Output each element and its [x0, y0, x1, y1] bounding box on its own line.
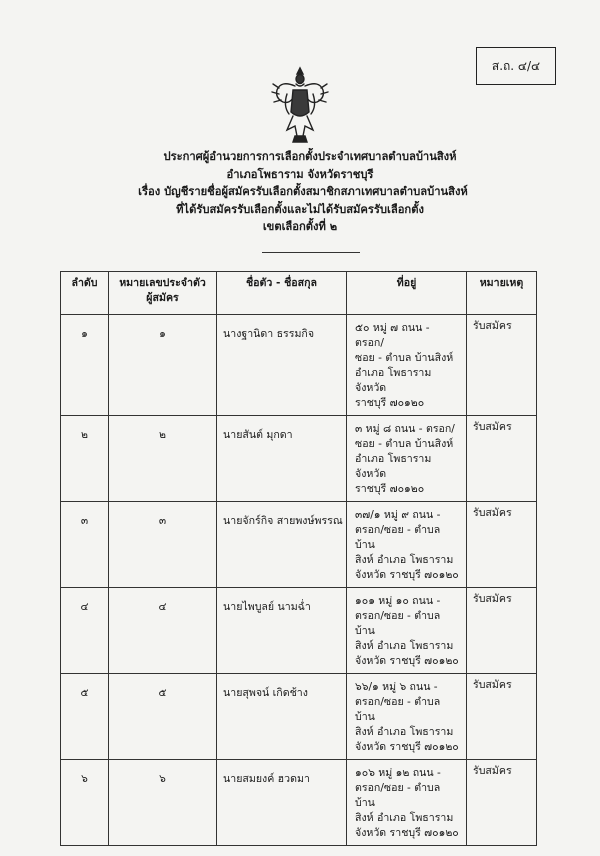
- cell-remark: รับสมัคร: [467, 674, 537, 760]
- address-line: ๖๖/๑ หมู่ ๖ ถนน -: [355, 681, 438, 693]
- table-row: [61, 588, 537, 674]
- header-number-line-2: ผู้สมัคร: [146, 292, 179, 304]
- address-line: จังหวัด ราชบุรี ๗๐๑๒๐: [355, 827, 459, 839]
- cell-number: ๔: [109, 588, 217, 674]
- candidate-table: [60, 271, 537, 846]
- cell-remark: รับสมัคร: [467, 416, 537, 502]
- cell-order: ๓: [61, 502, 109, 588]
- address-line: ตรอก/ซอย - ตำบล บ้าน: [355, 782, 441, 809]
- address-line: จังหวัด ราชบุรี ๗๐๑๒๐: [355, 569, 459, 581]
- table-row: [61, 315, 537, 416]
- heading-line-2: อำเภอโพธาราม จังหวัดราชบุรี: [226, 167, 374, 181]
- table-row: [61, 760, 537, 846]
- heading-line-3: เรื่อง บัญชีรายชื่อผู้สมัครรับเลือกตั้งสมาชิกสภาเทศบาลตำบลบ้านสิงห์: [138, 185, 468, 199]
- cell-order: ๒: [61, 416, 109, 502]
- heading-line-4: ที่ได้รับสมัครรับเลือกตั้งและไม่ได้รับสมัครรับเลือกตั้ง: [176, 202, 424, 216]
- header-remark: หมายเหตุ: [467, 272, 537, 315]
- address-line: ราชบุรี ๗๐๑๒๐: [355, 483, 425, 495]
- cell-number: ๕: [109, 674, 217, 760]
- heading-line-5: เขตเลือกตั้งที่ ๒: [262, 220, 338, 234]
- cell-order: ๔: [61, 588, 109, 674]
- address-line: ๓ หมู่ ๘ ถนน - ตรอก/: [355, 423, 455, 435]
- address-line: สิงห์ อำเภอ โพธาราม: [355, 812, 454, 824]
- address-line: ซอย - ตำบล บ้านสิงห์: [355, 438, 454, 450]
- header-name: ชื่อตัว - ชื่อสกุล: [217, 272, 347, 315]
- cell-remark: รับสมัคร: [467, 760, 537, 846]
- table-row: [61, 416, 537, 502]
- address-line: ราชบุรี ๗๐๑๒๐: [355, 397, 425, 409]
- cell-order: ๑: [61, 315, 109, 416]
- address-line: ตรอก/ซอย - ตำบล บ้าน: [355, 524, 441, 551]
- address-line: ตรอก/ซอย - ตำบล บ้าน: [355, 696, 441, 723]
- address-line: อำเภอ โพธาราม จังหวัด: [355, 367, 432, 394]
- cell-number: ๒: [109, 416, 217, 502]
- cell-name: นายสันต์ มุกดา: [217, 416, 347, 502]
- cell-number: ๖: [109, 760, 217, 846]
- form-code-box: [476, 47, 556, 85]
- announcement-heading: [0, 148, 600, 236]
- cell-name: นายไพบูลย์ นามฉ่ำ: [217, 588, 347, 674]
- cell-number: ๑: [109, 315, 217, 416]
- heading-line-1: ประกาศผู้อำนวยการการเลือกตั้งประจำเทศบาลตำบลบ้านสิงห์: [163, 150, 457, 163]
- table-row: [61, 674, 537, 760]
- address-line: ๕๐ หมู่ ๗ ถนน - ตรอก/: [355, 322, 430, 349]
- cell-address: [347, 416, 467, 502]
- cell-remark: รับสมัคร: [467, 315, 537, 416]
- address-line: ซอย - ตำบล บ้านสิงห์: [355, 352, 454, 364]
- table-header-row: [61, 272, 537, 315]
- header-order: ลำดับ: [61, 272, 109, 315]
- cell-address: [347, 588, 467, 674]
- header-number: [109, 272, 217, 315]
- header-address: ที่อยู่: [347, 272, 467, 315]
- cell-remark: รับสมัคร: [467, 502, 537, 588]
- address-line: สิงห์ อำเภอ โพธาราม: [355, 554, 454, 566]
- cell-name: นายจักร์กิจ สายพงษ์พรรณ: [217, 502, 347, 588]
- address-line: ๓๗/๑ หมู่ ๙ ถนน -: [355, 509, 441, 521]
- address-line: จังหวัด ราชบุรี ๗๐๑๒๐: [355, 741, 459, 753]
- table-row: [61, 502, 537, 588]
- header-number-line-1: หมายเลขประจำตัว: [119, 277, 206, 289]
- address-line: สิงห์ อำเภอ โพธาราม: [355, 640, 454, 652]
- cell-address: [347, 674, 467, 760]
- cell-remark: รับสมัคร: [467, 588, 537, 674]
- cell-order: ๖: [61, 760, 109, 846]
- cell-number: ๓: [109, 502, 217, 588]
- address-line: จังหวัด ราชบุรี ๗๐๑๒๐: [355, 655, 459, 667]
- address-line: ๑๐๖ หมู่ ๑๒ ถนน -: [355, 767, 441, 779]
- cell-address: [347, 760, 467, 846]
- address-line: สิงห์ อำเภอ โพธาราม: [355, 726, 454, 738]
- cell-order: ๕: [61, 674, 109, 760]
- cell-address: [347, 315, 467, 416]
- cell-name: นายสมยงค์ ฮวดมา: [217, 760, 347, 846]
- address-line: ตรอก/ซอย - ตำบล บ้าน: [355, 610, 441, 637]
- address-line: อำเภอ โพธาราม จังหวัด: [355, 453, 432, 480]
- divider-line: [262, 252, 360, 253]
- cell-address: [347, 502, 467, 588]
- garuda-emblem-icon: [271, 64, 329, 144]
- cell-name: นางฐานิดา ธรรมกิจ: [217, 315, 347, 416]
- address-line: ๑๐๑ หมู่ ๑๐ ถนน -: [355, 595, 441, 607]
- cell-name: นายสุพจน์ เกิดช้าง: [217, 674, 347, 760]
- form-code: ส.ถ. ๔/๔: [491, 58, 541, 73]
